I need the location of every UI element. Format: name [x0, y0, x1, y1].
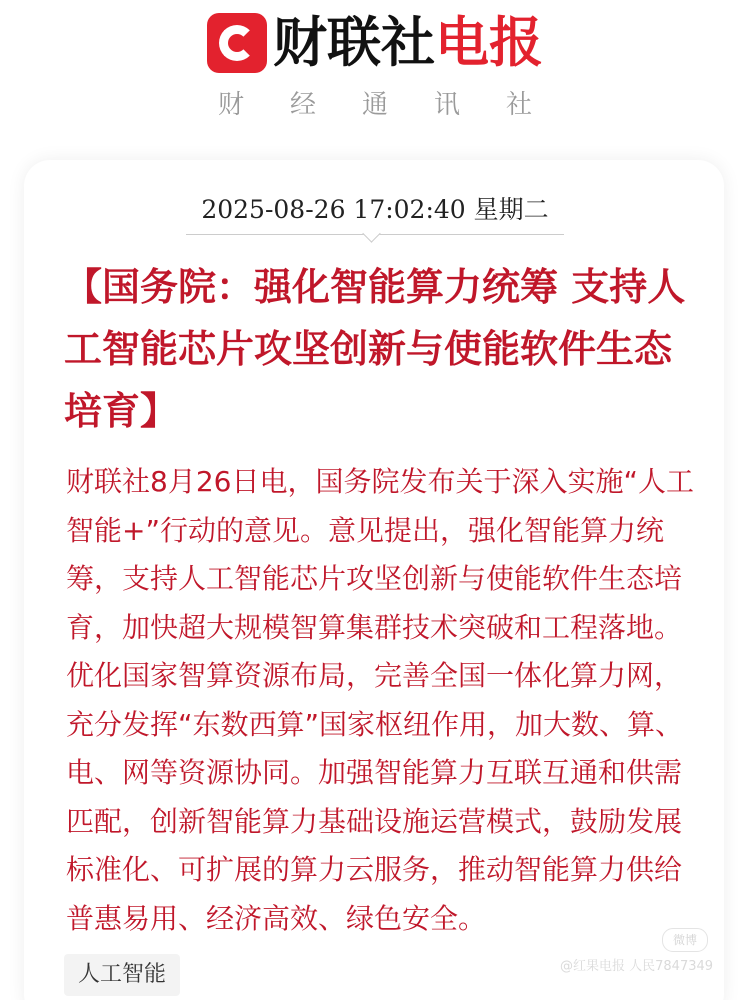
- brand-name: 财联社: [273, 11, 435, 74]
- brand-tagline: 财经通讯社: [217, 90, 578, 120]
- weibo-watermark-text: @红果电报 人民7847349: [560, 959, 714, 974]
- topic-tag[interactable]: 人工智能: [64, 954, 180, 996]
- news-card: [24, 160, 724, 1000]
- weibo-watermark-badge: 微博: [662, 928, 708, 952]
- brand-header: [0, 8, 750, 78]
- datetime-block: [186, 190, 564, 230]
- cls-logo-icon: [207, 13, 267, 73]
- brand-section-name: 电报: [435, 11, 543, 74]
- article-body: 财联社8月26日电，国务院发布关于深入实施“人工智能+”行动的意见。意见提出，强化智能算力统筹，支持人工智能芯片攻坚创新与使能软件生态培育，加快超大规模智算集群技术突破和工程落地。优化国家智算资源布局，完善全国一体化算力网，充分发挥“东数西算”国家枢纽作用，加大数、算、电、网等资源协同。加强智能算力互联互通和供需匹配，创新智能算力基础设施运营模式，鼓励发展标准化、可扩展的算力云服务，推动智能算力供给普惠易用、经济高效、绿色安全。: [66, 465, 694, 935]
- article-headline: 【国务院：强化智能算力统筹 支持人工智能芯片攻坚创新与使能软件生态培育】: [64, 265, 686, 433]
- article-datetime: 2025-08-26 17:02:40 星期二: [201, 195, 549, 224]
